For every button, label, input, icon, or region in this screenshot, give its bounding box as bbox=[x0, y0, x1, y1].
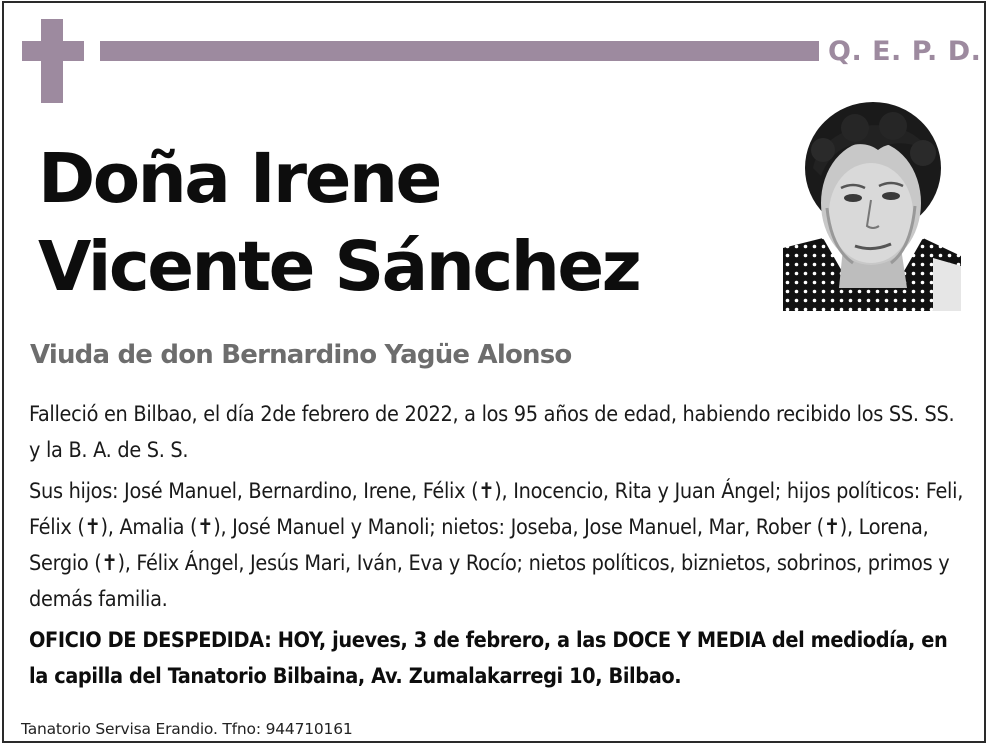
death-notice: Falleció en Bilbao, el día 2de febrero de 2022, a los 95 años de edad, habiendo recibido los SS. SS. y la B. A. de S. S. bbox=[29, 402, 955, 463]
name-line-1: Doña Irene bbox=[38, 139, 440, 219]
widow-subtitle: Viuda de don Bernardino Yagüe Alonso bbox=[30, 340, 572, 370]
portrait-image bbox=[783, 98, 961, 311]
service-notice: OFICIO DE DESPEDIDA: HOY, jueves, 3 de febrero, a las DOCE Y MEDIA del mediodía, en la capilla del Tanatorio Bilbaina, Av. Zumalakarregi 10, Bilbao. bbox=[29, 628, 948, 689]
obituary-card bbox=[2, 1, 986, 743]
cross-horizontal-bar bbox=[22, 41, 84, 61]
family-notice: Sus hijos: José Manuel, Bernardino, Irene, Félix (✝), Inocencio, Rita y Juan Ángel; hijos políticos: Feli, Félix (✝), Amalia (✝), José Manuel y Manoli; nietos: Joseba, Jose Manuel, Mar, Rober (✝), Lorena, Sergio (✝), Félix Ángel, Jesús Mari, Iván, Eva y Rocío; nietos políticos, biznietos, sobrinos, primos y demás familia. bbox=[29, 479, 964, 612]
qepd-label: Q. E. P. D. bbox=[828, 36, 982, 67]
funeral-home-info: Tanatorio Servisa Erandio. Tfno: 944710161 bbox=[21, 720, 353, 738]
header-rule bbox=[100, 41, 819, 61]
name-line-2: Vicente Sánchez bbox=[38, 227, 640, 307]
deceased-photo bbox=[783, 98, 961, 311]
deceased-name bbox=[38, 135, 639, 311]
cross-vertical-bar bbox=[41, 19, 63, 103]
